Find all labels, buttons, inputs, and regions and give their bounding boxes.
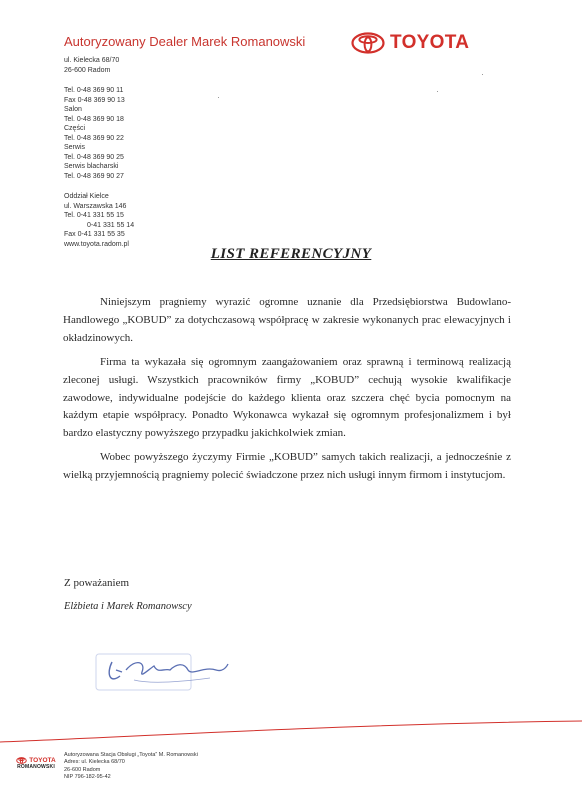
letter-body xyxy=(63,294,511,491)
signature-stamp xyxy=(92,640,232,700)
footer-address-line: Autoryzowana Stacja Obsługi „Toyota” M. Romanowski xyxy=(64,752,198,758)
contact-line: Salon xyxy=(64,106,82,113)
branch-line: ul. Warszawska 146 xyxy=(64,202,127,210)
dealer-title: Autoryzowany Dealer Marek Romanowski xyxy=(64,34,306,49)
branch-line: Tel. 0-41 331 55 15 xyxy=(64,212,124,219)
brand-name: TOYOTA xyxy=(390,32,470,53)
paragraph: Firma ta wykazała się ogromnym zaangażowaniem oraz sprawną i terminową realizacją zleconej usługi. Wszystkich pracowników firmy „KOBUD” cechują wysokie kwalifikacje zawodowe, indywidualne podejście do każdego klienta oraz szczera chęć bycia pomocnym na każdym etapie współpracy. Ponadto Wykonawca wykazał się ogromnym profesjonalizmem i był bardzo elastyczny powyższego przypadku jakichkolwiek zmian. xyxy=(63,355,511,440)
scan-speck xyxy=(482,74,483,75)
contact-line: Serwis xyxy=(64,144,86,151)
footer-dealer-name: ROMANOWSKI xyxy=(17,764,55,770)
closing-phrase: Z poważaniem xyxy=(64,577,130,589)
footer-address xyxy=(64,752,198,781)
website-link: www.toyota.radom.pl xyxy=(64,240,129,248)
footer-brand: TOYOTA xyxy=(29,757,56,764)
footer-address-line: 26-600 Radom xyxy=(64,766,101,773)
contact-line: Tel. 0-48 369 90 11 xyxy=(64,87,124,94)
contact-line: Tel. 0-48 369 90 18 xyxy=(64,115,124,123)
signatories: Elżbieta i Marek Romanowscy xyxy=(64,601,192,612)
contact-block xyxy=(64,56,134,249)
paragraph: Wobec powyższego życzymy Firmie „KOBUD” samych takich realizacji, a jednocześnie z wielką przyjemnością pragniemy polecić świadczone przez nich usługi innym firmom i instytucjom. xyxy=(63,451,511,482)
footer-address-line: Adres: ul. Kielecka 68/70 xyxy=(64,759,125,766)
address-line: ul. Kielecka 68/70 xyxy=(64,57,120,64)
contact-line: Tel. 0-48 369 90 22 xyxy=(64,134,124,142)
contact-line: Serwis blacharski xyxy=(64,163,119,170)
footer-swoosh xyxy=(0,718,582,748)
branch-line: 0-41 331 55 14 xyxy=(87,221,135,229)
branch-line: Oddział Kielce xyxy=(64,193,109,200)
toyota-emblem-icon xyxy=(351,32,385,54)
contact-line: Tel. 0-48 369 90 25 xyxy=(64,153,124,161)
contact-line: Części xyxy=(64,125,86,132)
scan-speck xyxy=(218,97,219,98)
document-title xyxy=(0,246,582,263)
footer-address-line: NIP 796-182-95-42 xyxy=(64,773,111,780)
toyota-logo xyxy=(351,32,469,54)
contact-line: Fax 0-48 369 90 13 xyxy=(64,96,125,104)
address-line: 26-600 Radom xyxy=(64,66,111,74)
branch-line: Fax 0-41 331 55 35 xyxy=(64,231,125,238)
scan-speck xyxy=(437,91,438,92)
toyota-emblem-small-icon xyxy=(16,757,27,764)
footer-logo xyxy=(8,757,64,770)
document-title-text: LIST REFERENCYJNY xyxy=(210,246,372,262)
contact-line: Tel. 0-48 369 90 27 xyxy=(64,172,124,180)
paragraph: Niniejszym pragniemy wyrazić ogromne uznanie dla Przedsiębiorstwa Budowlano-Handlowego „KOBUD” za dotychczasową współpracę w zakresie wykonanych prac elewacyjnych i okładzinowych. xyxy=(63,296,511,344)
